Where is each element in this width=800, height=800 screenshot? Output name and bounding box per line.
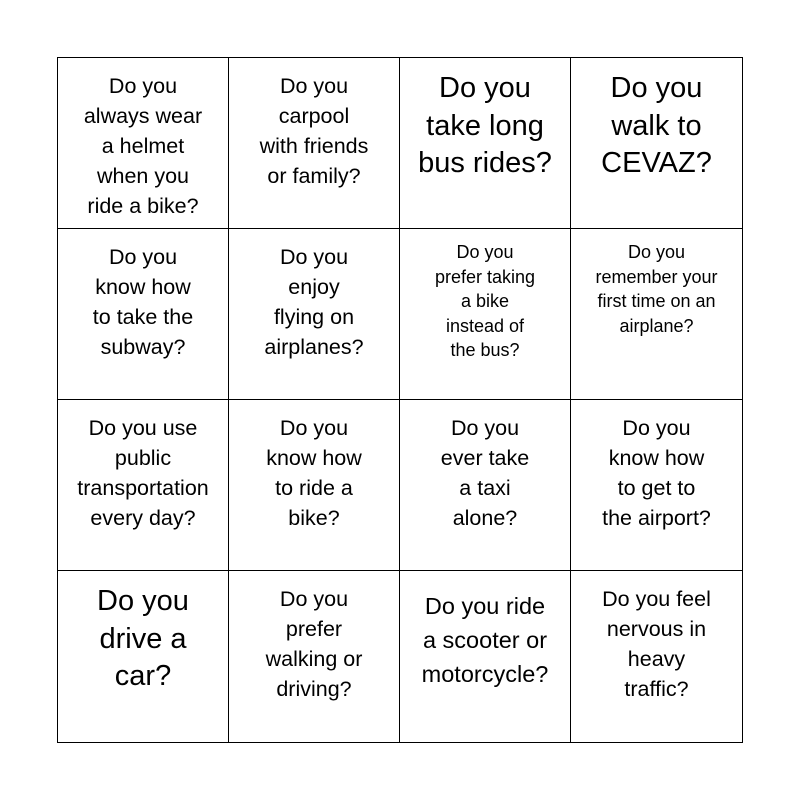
bingo-cell-text: Do you know how to get to the airport? <box>602 416 711 530</box>
bingo-cell-text: Do you always wear a helmet when you ride a bike? <box>83 74 203 218</box>
bingo-cell-r1c1[interactable] <box>58 58 229 229</box>
bingo-cell-text: Do you prefer taking a bike instead of the bus? <box>434 242 536 360</box>
bingo-cell-r2c3[interactable] <box>400 229 571 400</box>
bingo-cell-text: Do you prefer walking or driving? <box>265 587 363 701</box>
bingo-cell-r1c3[interactable] <box>400 58 571 229</box>
bingo-cell-text: Do you use public transportation every day? <box>77 416 209 530</box>
bingo-cell-text: Do you feel nervous in heavy traffic? <box>602 587 711 701</box>
bingo-cell-text: Do you know how to ride a bike? <box>266 416 362 530</box>
bingo-cell-text: Do you enjoy flying on airplanes? <box>264 245 364 359</box>
bingo-cell-r1c2[interactable] <box>229 58 400 229</box>
bingo-cell-r4c1[interactable] <box>58 571 229 742</box>
bingo-cell-r3c4[interactable] <box>571 400 742 571</box>
bingo-cell-r2c2[interactable] <box>229 229 400 400</box>
bingo-cell-r2c1[interactable] <box>58 229 229 400</box>
bingo-cell-r3c3[interactable] <box>400 400 571 571</box>
bingo-cell-r4c3[interactable] <box>400 571 571 742</box>
bingo-card <box>57 57 743 743</box>
bingo-cell-text: Do you know how to take the subway? <box>92 245 194 359</box>
bingo-cell-text: Do you ride a scooter or motorcycle? <box>421 593 549 687</box>
bingo-cell-text: Do you remember your first time on an airplane? <box>595 242 718 336</box>
bingo-cell-text: Do you carpool with friends or family? <box>259 74 369 188</box>
bingo-cell-r4c4[interactable] <box>571 571 742 742</box>
bingo-cell-r3c2[interactable] <box>229 400 400 571</box>
bingo-cell-r3c1[interactable] <box>58 400 229 571</box>
bingo-cell-r1c4[interactable] <box>571 58 742 229</box>
bingo-cell-text: Do you walk to CEVAZ? <box>601 72 712 179</box>
bingo-cell-text: Do you take long bus rides? <box>418 72 552 179</box>
bingo-cell-text: Do you drive a car? <box>97 585 189 692</box>
bingo-cell-text: Do you ever take a taxi alone? <box>440 416 530 530</box>
bingo-cell-r2c4[interactable] <box>571 229 742 400</box>
bingo-cell-r4c2[interactable] <box>229 571 400 742</box>
